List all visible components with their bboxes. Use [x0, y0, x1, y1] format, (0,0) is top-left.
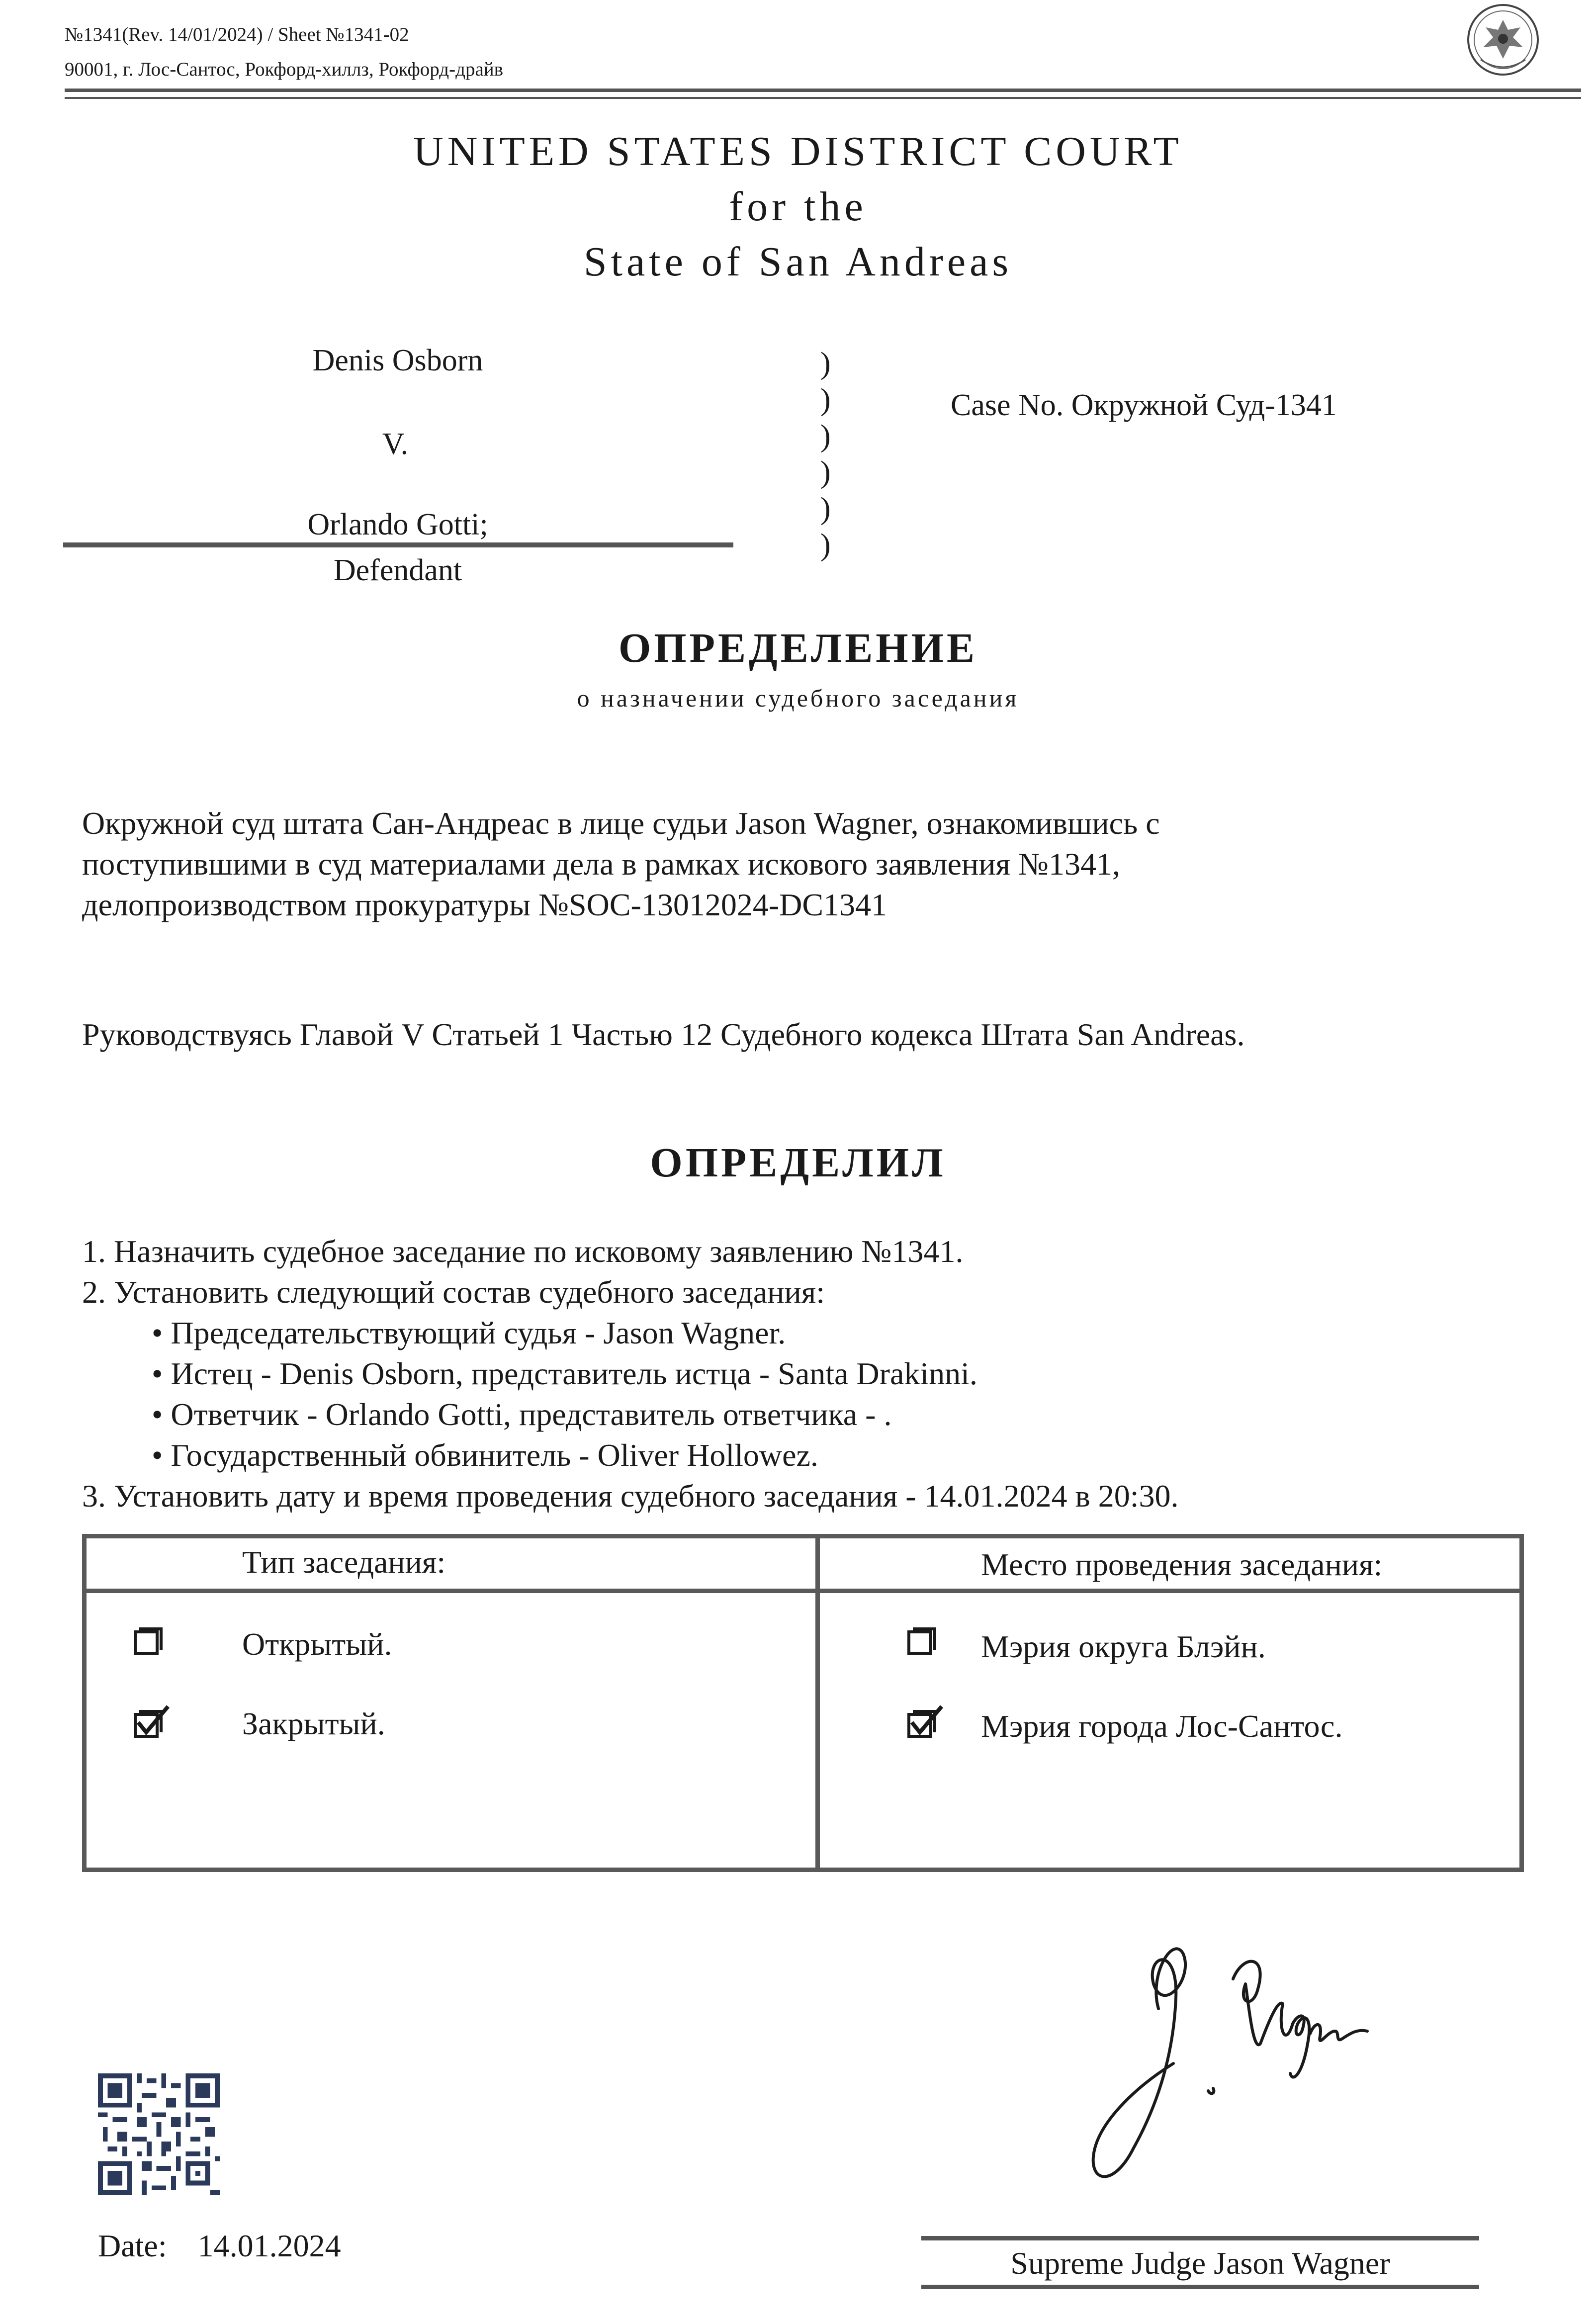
decision-item: 1. Назначить судебное заседание по исковому заявлению №1341.	[82, 1234, 964, 1269]
intro-line: поступившими в суд материалами дела в рамках искового заявления №1341,	[82, 846, 1120, 882]
intro-line: делопроизводством прокуратуры №SOC-13012024-DC1341	[82, 887, 887, 922]
decision-heading: ОПРЕДЕЛИЛ	[650, 1140, 946, 1186]
header-rule-thick	[65, 89, 1581, 92]
defendant-role: Defendant	[333, 553, 462, 587]
signer-title: Supreme Judge Jason Wagner	[1010, 2245, 1390, 2281]
intro-paragraph	[82, 803, 1160, 925]
signature-rule-top	[921, 2236, 1479, 2240]
signature-rule-bottom	[921, 2285, 1479, 2289]
closed-session-label: Закрытый.	[242, 1706, 385, 1741]
open-session-checkbox[interactable]	[132, 1625, 163, 1656]
panel-member: • Председательствующий судья - Jason Wagner.	[152, 1315, 786, 1350]
los-santos-label: Мэрия города Лос-Сантос.	[981, 1708, 1343, 1744]
header-rule-thin	[65, 97, 1581, 99]
blaine-county-checkbox[interactable]	[906, 1625, 937, 1656]
closed-session-checkbox[interactable]	[132, 1704, 163, 1735]
court-state: State of San Andreas	[583, 238, 1013, 285]
defendant-name: Orlando Gotti;	[307, 508, 488, 541]
table-column-divider	[815, 1534, 820, 1872]
paren: )	[820, 419, 831, 453]
paren: )	[820, 383, 831, 417]
court-address: 90001, г. Лос-Сантос, Рокфорд-хиллз, Рокфорд-драйв	[65, 59, 504, 80]
intro-line: Окружной суд штата Сан-Андреас в лице судьи Jason Wagner, ознакомившись с	[82, 805, 1160, 841]
table-header-divider	[82, 1589, 1524, 1593]
case-number: Case No. Окружной Суд-1341	[951, 388, 1337, 422]
caption-parens	[820, 346, 831, 563]
blaine-county-label: Мэрия округа Блэйн.	[981, 1629, 1266, 1664]
document-reference: №1341(Rev. 14/01/2024) / Sheet №1341-02	[65, 24, 409, 45]
los-santos-checkbox[interactable]	[906, 1704, 937, 1735]
panel-member: • Государственный обвинитель - Oliver Hollowez.	[152, 1437, 818, 1473]
judge-signature	[1059, 1924, 1377, 2203]
paren: )	[820, 492, 831, 526]
versus-label: V.	[382, 427, 409, 461]
caption-divider	[63, 542, 733, 547]
session-type-header: Тип заседания:	[242, 1544, 446, 1580]
document-subtitle: о назначении судебного заседания	[577, 684, 1019, 712]
session-place-header: Место проведения заседания:	[981, 1547, 1383, 1582]
panel-member: • Ответчик - Orlando Gotti, представитель ответчика - .	[152, 1397, 892, 1432]
document-title: ОПРЕДЕЛЕНИЕ	[618, 625, 978, 671]
paren: )	[820, 347, 831, 380]
date-value: 14.01.2024	[197, 2228, 341, 2263]
paren: )	[820, 528, 831, 562]
decision-item: 3. Установить дату и время проведения судебного заседания - 14.01.2024 в 20:30.	[82, 1478, 1179, 1514]
panel-member: • Истец - Denis Osborn, представитель истца - Santa Drakinni.	[152, 1356, 977, 1391]
session-table	[82, 1534, 1524, 1872]
court-seal	[1461, 0, 1545, 85]
paren: )	[820, 455, 831, 489]
plaintiff-name: Denis Osborn	[312, 344, 483, 377]
court-name: UNITED STATES DISTRICT COURT	[413, 128, 1183, 175]
guidance-paragraph: Руководствуясь Главой V Статьей 1 Частью 12 Судебного кодекса Штата San Andreas.	[82, 1017, 1245, 1052]
court-title	[0, 124, 1596, 290]
date-field	[98, 2228, 341, 2264]
court-for-the: for the	[729, 183, 867, 230]
open-session-label: Открытый.	[242, 1626, 392, 1662]
qr-code	[98, 2073, 220, 2195]
decision-item: 2. Установить следующий состав судебного заседания:	[82, 1274, 825, 1310]
date-label: Date:	[98, 2228, 167, 2263]
